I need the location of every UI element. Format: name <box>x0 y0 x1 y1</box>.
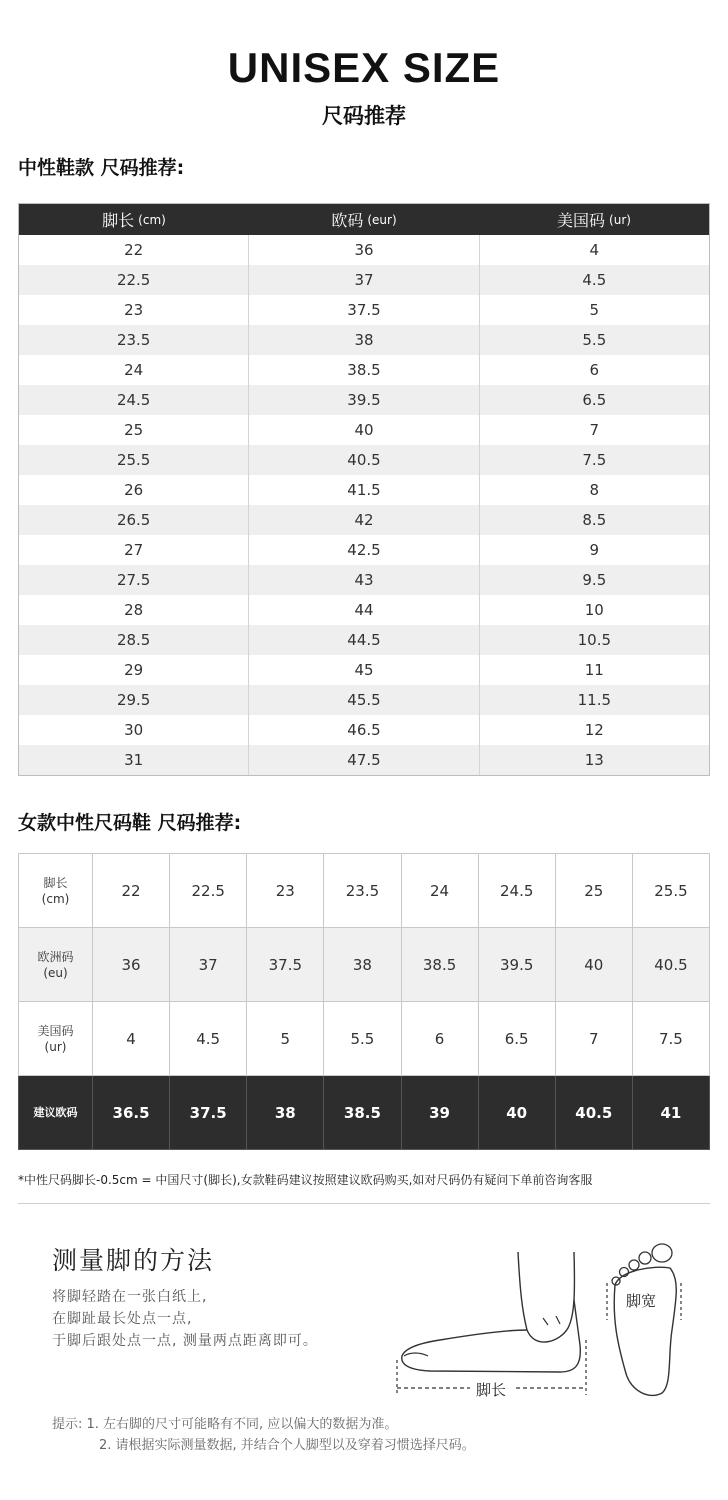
column-header-us: 美国码 (ur) <box>557 211 631 230</box>
table-cell: 40 <box>478 1076 555 1150</box>
table-cell: 5.5 <box>582 331 607 349</box>
row-label: 欧洲码 (eu) <box>19 928 93 1002</box>
table-cell: 42 <box>249 505 479 535</box>
size-note: *中性尺码脚长-0.5cm = 中国尺寸(脚长),女款鞋码建议按照建议欧码购买,如对尺码仍有疑问下单前咨询客服 <box>18 1173 593 1187</box>
measure-step-1: 将脚轻踏在一张白纸上, <box>52 1289 208 1305</box>
table-cell: 44.5 <box>249 625 479 655</box>
table-cell: 24.5 <box>478 854 555 928</box>
table-cell: 25.5 <box>632 854 709 928</box>
table-cell: 7 <box>589 421 600 439</box>
table-cell: 4.5 <box>170 1002 247 1076</box>
table-cell: 40 <box>249 415 479 445</box>
table-cell: 40.5 <box>632 928 709 1002</box>
table-cell: 5 <box>589 301 600 319</box>
table-cell: 23.5 <box>324 854 401 928</box>
table-cell: 38.5 <box>324 1076 401 1150</box>
table-cell: 42.5 <box>249 535 479 565</box>
table-cell: 23 <box>19 295 249 325</box>
page-subtitle: 尺码推荐 <box>322 104 406 128</box>
table-cell: 13 <box>584 751 604 769</box>
table-cell: 8 <box>589 481 600 499</box>
row-label: 美国码 (ur) <box>19 1002 93 1076</box>
table-cell: 25.5 <box>19 445 249 475</box>
table-cell: 46.5 <box>249 715 479 745</box>
table-cell: 7 <box>555 1002 632 1076</box>
table-cell: 36 <box>93 928 170 1002</box>
table-cell: 45 <box>249 655 479 685</box>
measure-step-2: 在脚趾最长处点一点, <box>52 1311 193 1327</box>
table-cell: 4 <box>589 241 600 259</box>
foot-width-label: 脚宽 <box>623 1290 659 1311</box>
table-cell: 41 <box>632 1076 709 1150</box>
table-cell: 23 <box>247 854 324 928</box>
table-cell: 27 <box>19 535 249 565</box>
table-cell: 29 <box>19 655 249 685</box>
table-cell: 36 <box>249 235 479 265</box>
table-cell: 11 <box>584 661 604 679</box>
tip-2: 2. 请根据实际测量数据, 并结合个人脚型以及穿着习惯选择尺码。 <box>99 1438 475 1453</box>
page-title: UNISEX SIZE <box>227 44 501 91</box>
table-cell: 38.5 <box>401 928 478 1002</box>
table-cell: 40.5 <box>249 445 479 475</box>
table-cell: 23.5 <box>19 325 249 355</box>
table-cell: 26 <box>19 475 249 505</box>
table-cell: 38 <box>324 928 401 1002</box>
table-cell: 7.5 <box>632 1002 709 1076</box>
table-cell: 37.5 <box>170 1076 247 1150</box>
table-cell: 22.5 <box>170 854 247 928</box>
table-cell: 22.5 <box>19 265 249 295</box>
table-cell: 8.5 <box>582 511 607 529</box>
tip-1: 提示: 1. 左右脚的尺寸可能略有不同, 应以偏大的数据为准。 <box>52 1417 398 1432</box>
table-cell: 40 <box>555 928 632 1002</box>
table-cell: 45.5 <box>249 685 479 715</box>
table-cell: 27.5 <box>19 565 249 595</box>
table-cell: 4.5 <box>582 271 607 289</box>
table-cell: 38.5 <box>249 355 479 385</box>
table-cell: 5.5 <box>324 1002 401 1076</box>
table-cell: 31 <box>19 745 249 775</box>
table-cell: 37 <box>170 928 247 1002</box>
sole-foot-icon <box>614 1267 676 1395</box>
table-cell: 37.5 <box>247 928 324 1002</box>
table-cell: 24 <box>19 355 249 385</box>
table-cell: 4 <box>93 1002 170 1076</box>
table-cell: 39.5 <box>249 385 479 415</box>
table-cell: 9 <box>589 541 600 559</box>
measure-step-3: 于脚后跟处点一点, 测量两点距离即可。 <box>52 1333 318 1349</box>
table-cell: 28 <box>19 595 249 625</box>
table-cell: 24 <box>401 854 478 928</box>
side-foot-icon <box>518 1252 574 1342</box>
table-cell: 36.5 <box>93 1076 170 1150</box>
table-cell: 6.5 <box>478 1002 555 1076</box>
table-cell: 5 <box>247 1002 324 1076</box>
table-cell: 38 <box>249 325 479 355</box>
table-cell: 7.5 <box>582 451 607 469</box>
table-cell: 37 <box>249 265 479 295</box>
table-cell: 6.5 <box>582 391 607 409</box>
column-header-eur: 欧码 (eur) <box>331 211 397 230</box>
table-cell: 25 <box>19 415 249 445</box>
table-cell: 40.5 <box>555 1076 632 1150</box>
row-label: 脚长 (cm) <box>19 854 93 928</box>
table-cell: 44 <box>249 595 479 625</box>
table-cell: 39.5 <box>478 928 555 1002</box>
table-cell: 30 <box>19 715 249 745</box>
table-cell: 9.5 <box>582 571 607 589</box>
table-cell: 6 <box>589 361 600 379</box>
table-cell: 10 <box>584 601 604 619</box>
table-cell: 26.5 <box>19 505 249 535</box>
table-cell: 28.5 <box>19 625 249 655</box>
unisex-section-title: 中性鞋款 尺码推荐: <box>18 157 185 179</box>
table-cell: 10.5 <box>577 631 612 649</box>
table-cell: 41.5 <box>249 475 479 505</box>
foot-length-label: 脚长 <box>473 1379 509 1400</box>
table-cell: 47.5 <box>249 745 479 775</box>
women-section-title: 女款中性尺码鞋 尺码推荐: <box>18 812 242 834</box>
table-cell: 12 <box>584 721 604 739</box>
table-cell: 29.5 <box>19 685 249 715</box>
measure-title: 测量脚的方法 <box>52 1246 215 1275</box>
table-cell: 39 <box>401 1076 478 1150</box>
table-cell: 6 <box>401 1002 478 1076</box>
table-cell: 38 <box>247 1076 324 1150</box>
table-cell: 11.5 <box>577 691 612 709</box>
column-header-foot-length: 脚长 (cm) <box>102 211 166 230</box>
table-cell: 22 <box>93 854 170 928</box>
table-cell: 24.5 <box>19 385 249 415</box>
table-cell: 43 <box>249 565 479 595</box>
row-label: 建议欧码 <box>19 1076 93 1150</box>
table-cell: 25 <box>555 854 632 928</box>
table-cell: 22 <box>19 235 249 265</box>
table-cell: 37.5 <box>249 295 479 325</box>
